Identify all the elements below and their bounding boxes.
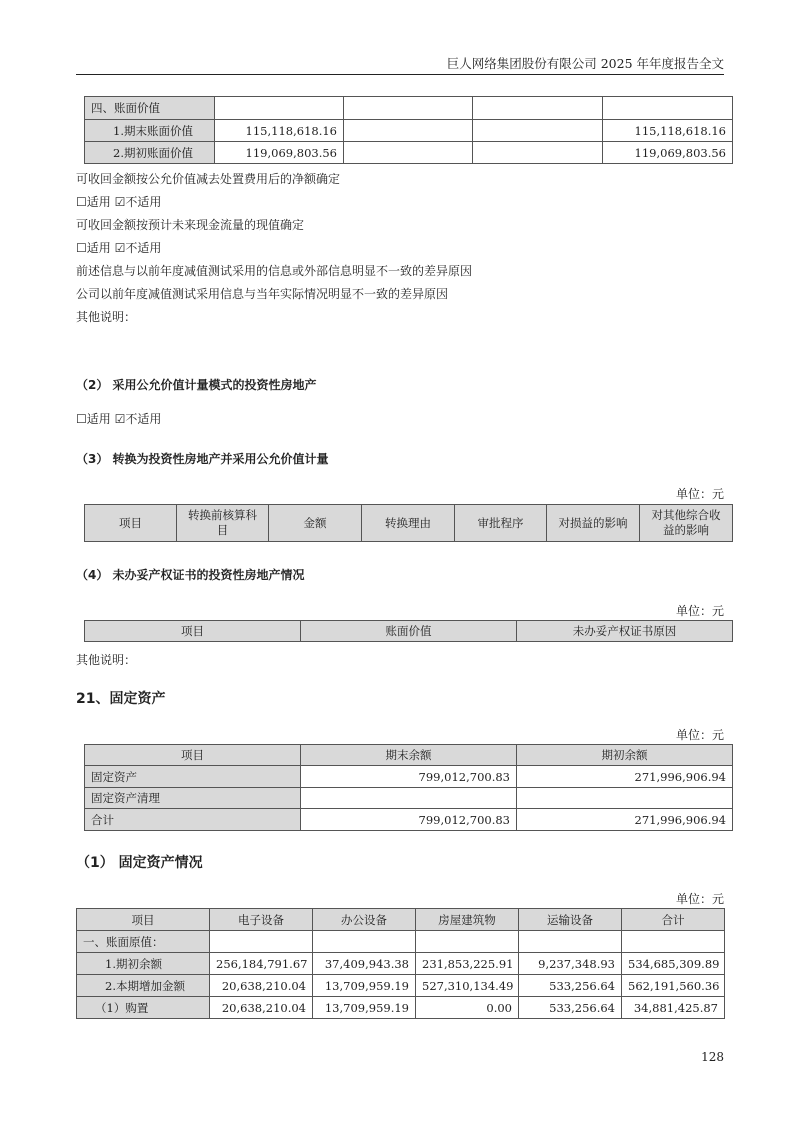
cell: 799,012,700.83: [301, 766, 517, 788]
column-header: 期初余额: [517, 745, 733, 766]
column-header: 项目: [85, 621, 301, 642]
row-label: 2.期初账面价值: [85, 142, 215, 164]
table-row: [77, 953, 725, 975]
pv-text: 可收回金额按预计未来现金流量的现值确定: [76, 218, 305, 232]
row-label: 2.本期增加金额: [77, 975, 210, 997]
table-row: [85, 97, 733, 120]
table-header-row: [77, 909, 725, 931]
cell: [344, 142, 473, 164]
column-header: 账面价值: [301, 621, 517, 642]
section-2-checkbox: ☐适用 ☑不适用: [76, 412, 162, 426]
diff-reason-2: 公司以前年度减值测试采用信息与当年实际情况明显不一致的差异原因: [76, 287, 449, 301]
cell: [473, 142, 603, 164]
table-header-row: [85, 505, 733, 542]
cell: [416, 931, 519, 953]
row-label: 1.期末账面价值: [85, 120, 215, 142]
conversion-table: [84, 504, 733, 542]
cell: 115,118,618.16: [215, 120, 344, 142]
cell: 119,069,803.56: [603, 142, 733, 164]
cell: 534,685,309.89: [622, 953, 725, 975]
fair-value-text: 可收回金额按公允价值减去处置费用后的净额确定: [76, 172, 341, 186]
unit-label: 单位：元: [675, 892, 724, 906]
cell: [603, 97, 733, 120]
cell: 799,012,700.83: [301, 809, 517, 831]
cell: 231,853,225.91: [416, 953, 519, 975]
unit-label: 单位：元: [675, 487, 724, 501]
other-notes-1: 其他说明：: [76, 310, 137, 324]
cell: 271,996,906.94: [517, 766, 733, 788]
cell: [622, 931, 725, 953]
cell: 20,638,210.04: [210, 975, 313, 997]
cell: [517, 788, 733, 809]
column-header: 运输设备: [519, 909, 622, 931]
column-header: 审批程序: [455, 505, 547, 542]
cell: [313, 931, 416, 953]
book-value-table: [84, 96, 733, 164]
header-rule: [76, 74, 724, 75]
column-header: 项目: [85, 745, 301, 766]
row-label: 合计: [85, 809, 301, 831]
table-row: [85, 788, 733, 809]
cell: 13,709,959.19: [313, 997, 416, 1019]
section-2-heading: （2） 采用公允价值计量模式的投资性房地产: [76, 378, 317, 392]
cell: 20,638,210.04: [210, 997, 313, 1019]
cell: 256,184,791.67: [210, 953, 313, 975]
unit-label: 单位：元: [675, 604, 724, 618]
cell: 119,069,803.56: [215, 142, 344, 164]
column-header: 项目: [85, 505, 177, 542]
column-header: 电子设备: [210, 909, 313, 931]
fair-value-checkbox: ☐适用 ☑不适用: [76, 195, 162, 209]
cell: [210, 931, 313, 953]
table-row: [77, 975, 725, 997]
column-header: 对其他综合收益的影响: [640, 505, 733, 542]
row-label: 固定资产清理: [85, 788, 301, 809]
column-header: 转换理由: [362, 505, 455, 542]
fixed-assets-detail-table: [76, 908, 725, 1019]
other-notes-2: 其他说明：: [76, 653, 137, 667]
diff-reason-1: 前述信息与以前年度减值测试采用的信息或外部信息明显不一致的差异原因: [76, 264, 473, 278]
cell: 13,709,959.19: [313, 975, 416, 997]
section-3-heading: （3） 转换为投资性房地产并采用公允价值计量: [76, 452, 329, 466]
row-label: 1.期初余额: [77, 953, 210, 975]
cell: 533,256.64: [519, 975, 622, 997]
section-21-heading: 21、固定资产: [76, 691, 166, 707]
cell: [519, 931, 622, 953]
cell: 34,881,425.87: [622, 997, 725, 1019]
column-header: 期末余额: [301, 745, 517, 766]
cell: 37,409,943.38: [313, 953, 416, 975]
cell: 9,237,348.93: [519, 953, 622, 975]
cell: 527,310,134.49: [416, 975, 519, 997]
unit-label: 单位：元: [675, 728, 724, 742]
no-certificate-table: [84, 620, 733, 642]
column-header: 对损益的影响: [547, 505, 640, 542]
section-21-1-heading: （1） 固定资产情况: [76, 855, 203, 871]
table-row: [85, 809, 733, 831]
cell: 0.00: [416, 997, 519, 1019]
cell: [344, 97, 473, 120]
table-row: [77, 931, 725, 953]
column-header: 办公设备: [313, 909, 416, 931]
column-header: 转换前核算科目: [177, 505, 269, 542]
cell: 562,191,560.36: [622, 975, 725, 997]
cell: 115,118,618.16: [603, 120, 733, 142]
table-row: [85, 142, 733, 164]
column-header: 未办妥产权证书原因: [517, 621, 733, 642]
table-header-row: [85, 745, 733, 766]
cell: [344, 120, 473, 142]
row-label: 一、账面原值：: [77, 931, 210, 953]
cell: 271,996,906.94: [517, 809, 733, 831]
table-header-row: [85, 621, 733, 642]
table-row: [85, 766, 733, 788]
column-header: 项目: [77, 909, 210, 931]
page-number: 128: [701, 1050, 724, 1064]
table-row: [85, 120, 733, 142]
table-row: [77, 997, 725, 1019]
column-header: 合计: [622, 909, 725, 931]
row-label: 四、账面价值: [85, 97, 215, 120]
column-header: 金额: [269, 505, 362, 542]
cell: [301, 788, 517, 809]
column-header: 房屋建筑物: [416, 909, 519, 931]
row-label: 固定资产: [85, 766, 301, 788]
cell: [215, 97, 344, 120]
cell: [473, 120, 603, 142]
page-header-title: 巨人网络集团股份有限公司 2025 年年度报告全文: [446, 56, 724, 71]
pv-checkbox: ☐适用 ☑不适用: [76, 241, 162, 255]
cell: [473, 97, 603, 120]
section-4-heading: （4） 未办妥产权证书的投资性房地产情况: [76, 568, 305, 582]
fixed-assets-table: [84, 744, 733, 831]
row-label: （1）购置: [77, 997, 210, 1019]
cell: 533,256.64: [519, 997, 622, 1019]
